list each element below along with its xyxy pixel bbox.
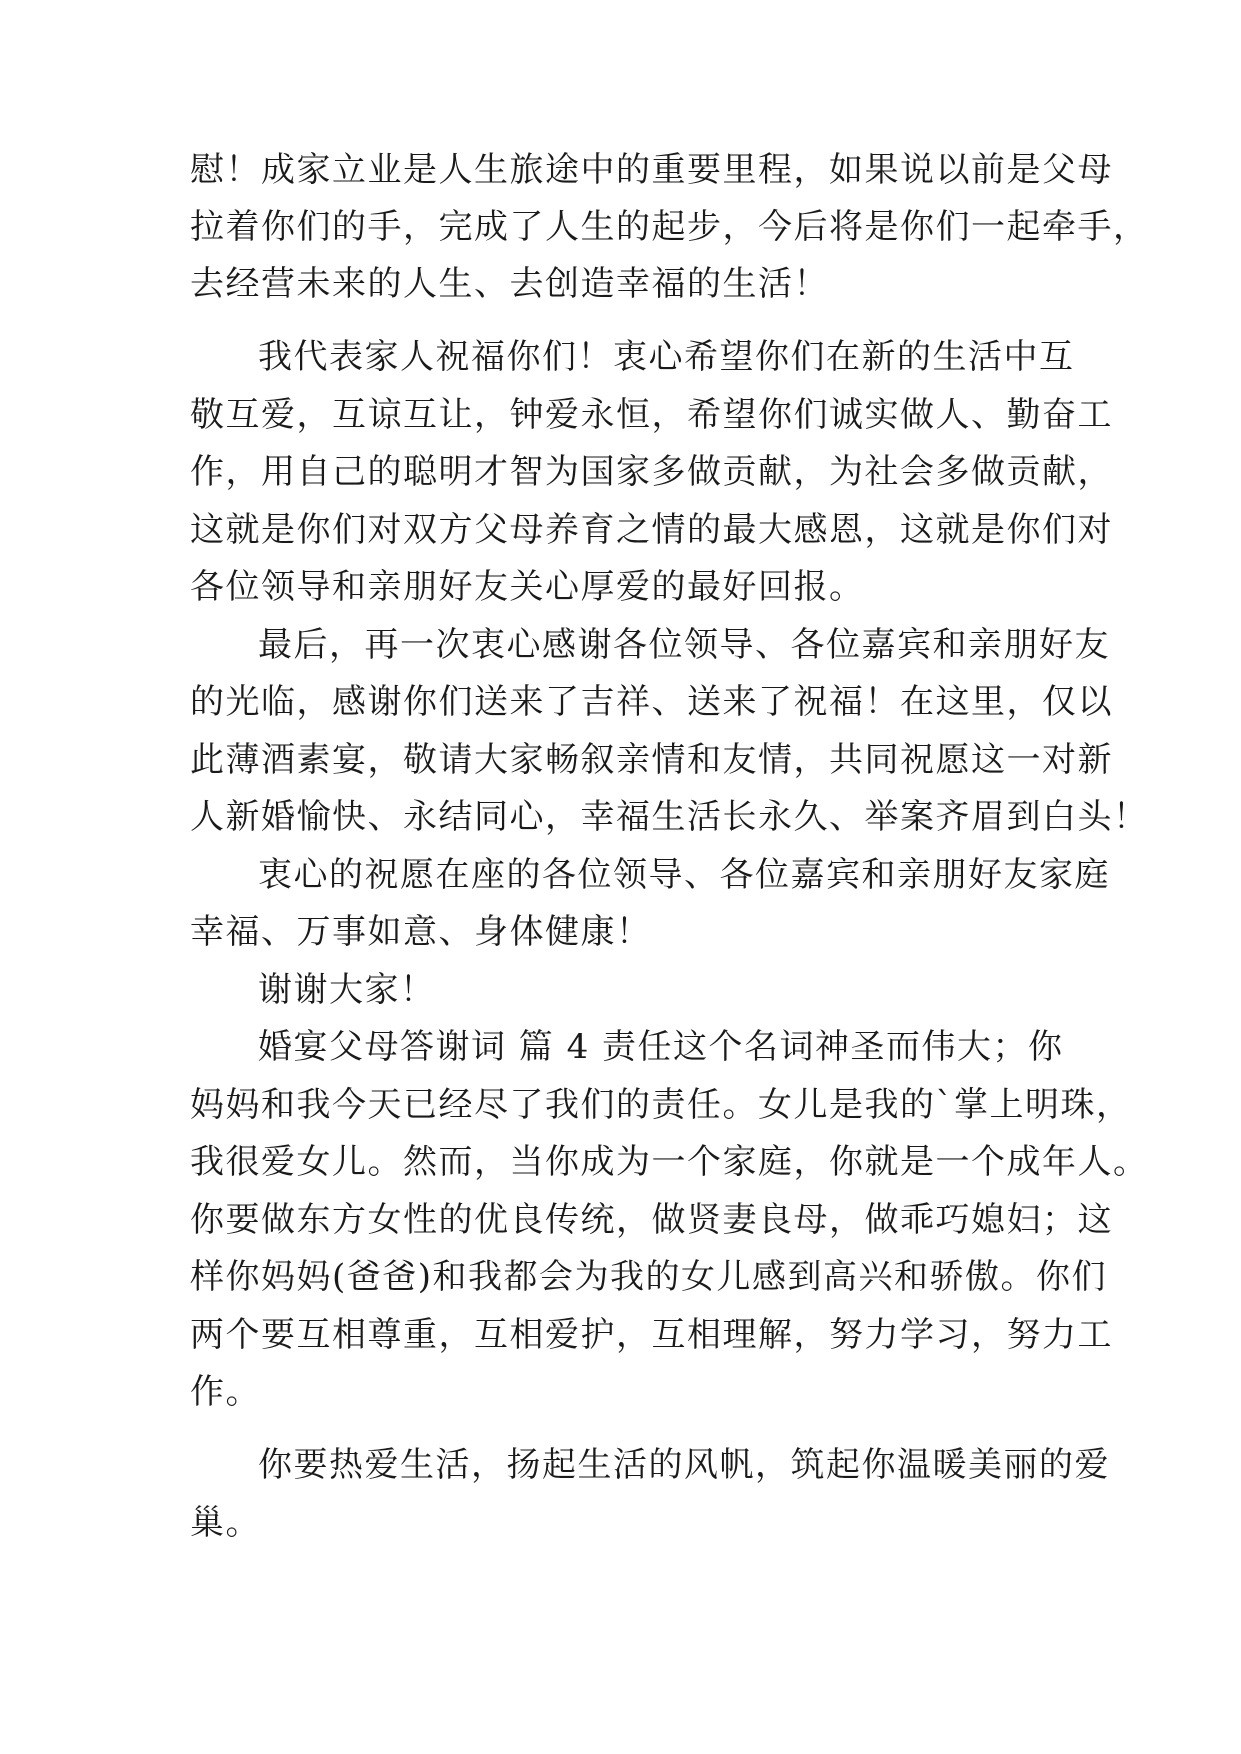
text-line-15: 谢谢大家！ bbox=[258, 970, 436, 1010]
text-line-4: 我代表家人祝福你们！衷心希望你们在新的生活中互 bbox=[258, 337, 1075, 377]
text-line-20: 样你妈妈(爸爸)和我都会为我的女儿感到高兴和骄傲。你们 bbox=[190, 1257, 1108, 1297]
text-line-7: 这就是你们对双方父母养育之情的最大感恩，这就是你们对 bbox=[190, 510, 1113, 550]
text-line-23: 你要热爱生活，扬起生活的风帆，筑起你温暖美丽的爱 bbox=[258, 1445, 1110, 1485]
text-line-1: 慰！成家立业是人生旅途中的重要里程，如果说以前是父母 bbox=[190, 150, 1113, 190]
text-line-24: 巢。 bbox=[190, 1503, 261, 1543]
text-line-5: 敬互爱，互谅互让，钟爱永恒，希望你们诚实做人、勤奋工 bbox=[190, 395, 1113, 435]
text-line-6: 作，用自己的聪明才智为国家多做贡献，为社会多做贡献， bbox=[190, 452, 1113, 492]
text-line-10: 的光临，感谢你们送来了吉祥、送来了祝福！在这里，仅以 bbox=[190, 682, 1113, 722]
text-line-14: 幸福、万事如意、身体健康！ bbox=[190, 912, 652, 952]
text-line-2: 拉着你们的手，完成了人生的起步，今后将是你们一起牵手， bbox=[190, 207, 1149, 247]
text-line-9: 最后，再一次衷心感谢各位领导、各位嘉宾和亲朋好友 bbox=[258, 625, 1110, 665]
text-line-3: 去经营未来的人生、去创造幸福的生活！ bbox=[190, 264, 829, 304]
text-line-18: 我很爱女儿。然而，当你成为一个家庭，你就是一个成年人。 bbox=[190, 1142, 1149, 1182]
section-heading-line: 婚宴父母答谢词 篇 4 责任这个名词神圣而伟大；你 bbox=[258, 1027, 1064, 1067]
text-line-22: 作。 bbox=[190, 1372, 261, 1412]
text-line-19: 你要做东方女性的优良传统，做贤妻良母，做乖巧媳妇；这 bbox=[190, 1200, 1113, 1240]
text-line-17: 妈妈和我今天已经尽了我们的责任。女儿是我的`掌上明珠， bbox=[190, 1085, 1132, 1125]
text-line-11: 此薄酒素宴，敬请大家畅叙亲情和友情，共同祝愿这一对新 bbox=[190, 740, 1113, 780]
text-line-8: 各位领导和亲朋好友关心厚爱的最好回报。 bbox=[190, 567, 865, 607]
text-line-21: 两个要互相尊重，互相爱护，互相理解，努力学习，努力工 bbox=[190, 1315, 1113, 1355]
text-line-13: 衷心的祝愿在座的各位领导、各位嘉宾和亲朋好友家庭 bbox=[258, 855, 1110, 895]
text-line-12: 人新婚愉快、永结同心，幸福生活长永久、举案齐眉到白头！ bbox=[190, 797, 1149, 837]
